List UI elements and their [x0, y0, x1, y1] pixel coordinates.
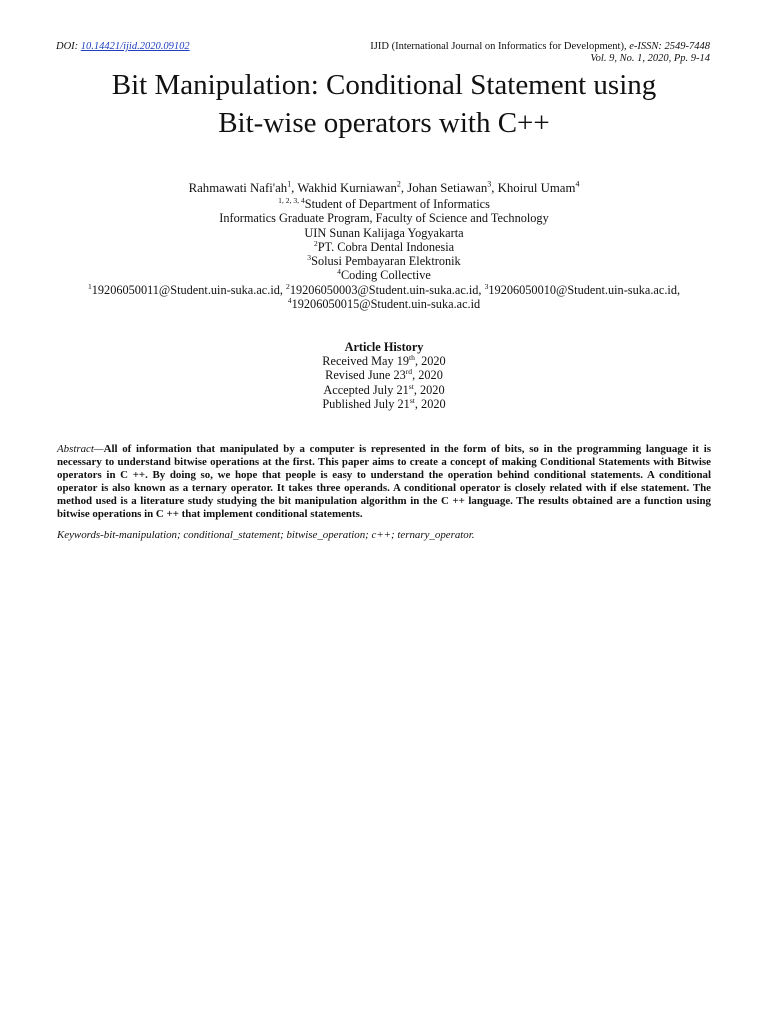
history-text: Accepted July 21 [323, 382, 409, 397]
history-published [40, 397, 728, 411]
author-name: Johan Setiawan [407, 181, 488, 195]
ordinal-suffix: st [409, 395, 415, 405]
author-name: Wakhid Kurniawan [297, 181, 397, 195]
affiliation-line: UIN Sunan Kalijaga Yogyakarta [304, 225, 464, 240]
history-text: Received May 19 [322, 354, 410, 369]
article-history [40, 340, 728, 411]
affiliation-line [40, 240, 728, 254]
title-line-2: Bit-wise operators with C++ [218, 107, 550, 139]
author-name: Khoirul Umam [497, 181, 576, 195]
journal-issn: e-ISSN: 2549-7448 [629, 41, 710, 52]
affiliation-marker: 2 [313, 238, 318, 248]
ordinal-suffix: rd [405, 367, 413, 377]
history-accepted [40, 383, 728, 397]
history-revised [40, 368, 728, 382]
history-text: Published July 21 [322, 396, 410, 411]
affiliation-marker: 4 [337, 267, 341, 277]
history-title: Article History [344, 340, 424, 354]
email-marker: 3 [484, 281, 489, 291]
affiliation-line [40, 254, 728, 268]
author-marker: 2 [396, 179, 401, 189]
email-marker: 2 [286, 281, 290, 291]
doi-line [56, 41, 190, 53]
affiliation-text: Solusi Pembayaran Elektronik [311, 254, 461, 269]
author-list: Rahmawati $Nafi'ah^1$, Wakhid Kurniawan$^2$, Johan Setiawan$^3$, Khoirul Umam$^4$ [188, 179, 580, 195]
author-name: Rahmawati Nafi'ah [188, 181, 288, 195]
journal-info [370, 41, 710, 65]
history-year: , 2020 [414, 354, 446, 369]
ordinal-suffix: st [408, 381, 414, 391]
email-line [40, 283, 728, 297]
author-marker: 4 [575, 179, 580, 189]
author-email: 19206050003@Student.uin-suka.ac.id, [289, 282, 485, 297]
affiliation-line [40, 268, 728, 282]
author-email: 19206050015@Student.uin-suka.ac.id [291, 297, 481, 312]
author-block [40, 181, 728, 311]
doi-link[interactable]: 10.14421/ijid.2020.09102 [80, 41, 190, 52]
doi-label: DOI: [56, 41, 81, 52]
author-marker: 3 [487, 179, 492, 189]
email-marker: 4 [287, 295, 292, 305]
affiliation-text: Coding Collective [340, 268, 431, 283]
author-marker: 1 [287, 179, 292, 189]
abstract-label: Abstract— [57, 443, 104, 455]
affiliation-text: Student of Department of Informatics [304, 197, 490, 211]
history-text: Revised June 23 [325, 368, 406, 383]
history-year: , 2020 [412, 368, 443, 383]
journal-name: IJID (International Journal on Informatics for Development), [370, 41, 630, 52]
history-received [40, 354, 728, 368]
journal-volume: Vol. 9, No. 1, 2020, Pp. 9-14 [590, 53, 710, 64]
affiliation-marker: 3 [307, 253, 312, 263]
email-marker: 1 [87, 281, 92, 291]
author-email: 19206050011@Student.uin-suka.ac.id, [91, 282, 287, 297]
affiliation-text: PT. Cobra Dental Indonesia [317, 239, 455, 254]
history-year: , 2020 [413, 382, 445, 397]
abstract-text: All of information that manipulated by a computer is represented in the form of bits, so in the programming language it is necessary to understand bitwise operations at the first. This paper aims to create a concept of making Conditional Statements with Bitwise operators in C ++. By doing so, we hope that people is easy to understand the operation behind conditional statements. A conditional operator is also known as a ternary operator. It takes three operands. A conditional operator is closely related with if else statement. The method used is a literature study studying the bit manipulation algorithm in the C ++ language. The results obtained are a function using bitwise operations in C ++ that implement conditional statements. [57, 443, 711, 520]
email-line [40, 297, 728, 311]
author-email: 19206050010@Student.uin-suka.ac.id, [488, 282, 681, 297]
keywords: Keywords-bit-manipulation; conditional_statement; bitwise_operation; c++; ternary_operator. [57, 529, 475, 541]
title-line-1: Bit Manipulation: Conditional Statement using [111, 69, 657, 101]
affiliation-marker: 1, 2, 3, 4 [278, 195, 305, 205]
paper-title [40, 66, 728, 142]
affiliation-line [40, 197, 728, 211]
affiliation-line: Informatics Graduate Program, Faculty of Science and Technology [219, 211, 549, 226]
history-year: , 2020 [414, 396, 446, 411]
ordinal-suffix: th [409, 353, 415, 363]
abstract [57, 443, 711, 520]
